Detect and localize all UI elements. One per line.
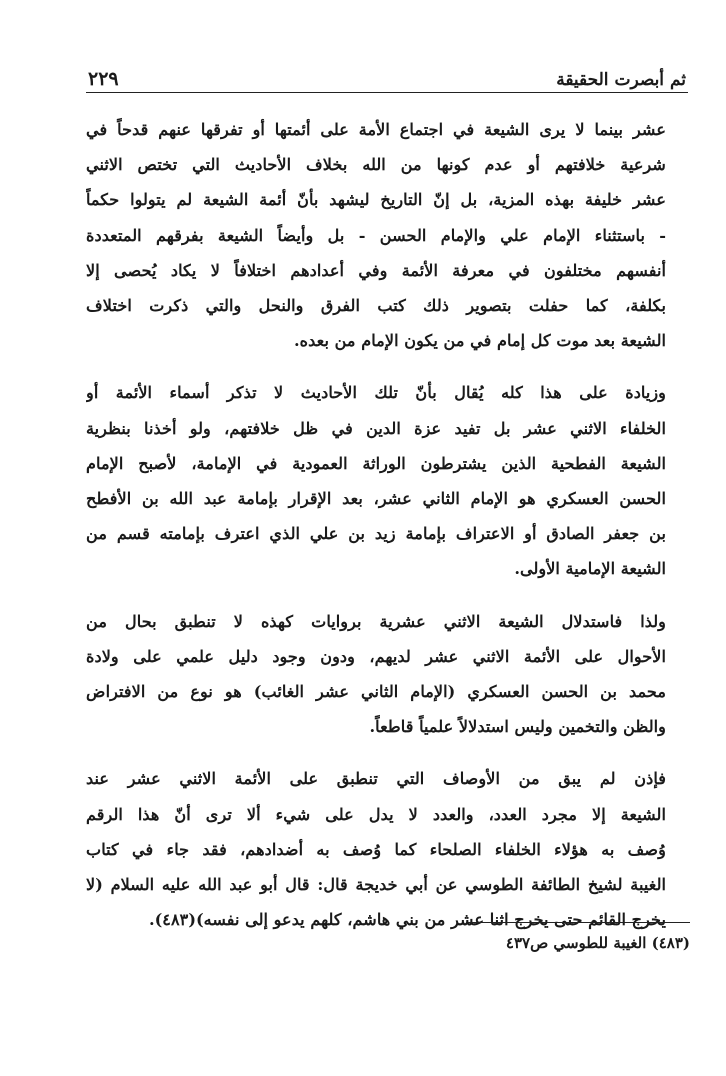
- running-title: ثم أبصرت الحقيقة: [556, 70, 686, 90]
- text-line: الغيبة لشيخ الطائفة الطوسي عن أبي خديجة قال: قال أبو عبد الله عليه السلام (لا: [86, 875, 666, 895]
- text-line: الأحوال على الأئمة الاثني عشر لديهم، ودون وجود دليل علمي على ولادة: [86, 646, 666, 666]
- page-header: [88, 56, 686, 90]
- text-line: الخلفاء الاثني عشر بل تفيد عزة الدين في ظل خلافتهم، ولو أخذنا بنظرية: [86, 418, 666, 438]
- page-number: ٢٢٩: [88, 68, 119, 90]
- text-line: أنفسهم مختلفون في معرفة الأئمة وفي أعدادهم اختلافاً لا يكاد يُحصى إلا: [86, 260, 666, 280]
- text-line: بن جعفر الصادق أو الاعتراف بإمامة زيد بن علي الذي اعترف بإمامته قسم من: [86, 524, 666, 544]
- paragraph-4: [86, 761, 690, 937]
- text-line: - باستثناء الإمام علي والإمام الحسن - بل وأيضاً الشيعة بفرقهم المتعددة: [86, 225, 666, 245]
- text-line: ولذا فاستدلال الشيعة الاثني عشرية بروايات كهذه لا تنطبق بحال من: [86, 611, 666, 631]
- text-line: عشر خليفة بهذه المزية، بل إنّ التاريخ ليشهد بأنّ أئمة الشيعة لم يتولوا حكماً: [86, 190, 666, 210]
- text-line: الشيعة إلا مجرد العدد، والعدد لا يدل على شيء ألا ترى أنّ هذا الرقم: [86, 804, 666, 824]
- text-line: شرعية خلافتهم أو عدم كونها من الله بخلاف الأحاديث التي تختص الاثني: [86, 155, 666, 175]
- body-text: [86, 112, 690, 954]
- text-line: الشيعة بعد موت كل إمام في من يكون الإمام من بعده.: [294, 331, 666, 351]
- text-line: محمد بن الحسن العسكري (الإمام الثاني عشر الغائب) هو نوع من الافتراض: [86, 682, 666, 702]
- paragraph-2: [86, 375, 690, 586]
- paragraph-3: [86, 604, 690, 745]
- text-line: وُصف به هؤلاء الخلفاء الصلحاء كما وُصف به أضدادهم، فقد جاء في كتاب: [86, 839, 666, 859]
- text-line: وزيادة على هذا كله يُقال بأنّ تلك الأحاديث لا تذكر أسماء الأئمة أو: [86, 383, 666, 403]
- text-line: الشيعة الفطحية الذين يشترطون الوراثة العمودية في الإمامة، لأصبح الإمام: [86, 453, 666, 473]
- footnote-rule: [468, 922, 690, 923]
- footnote: (٤٨٣) الغيبة للطوسي ص٤٣٧: [505, 934, 690, 952]
- text-line: والظن والتخمين وليس استدلالاً علمياً قاطعاً.: [369, 717, 666, 737]
- paragraph-1: [86, 112, 690, 358]
- text-line: الحسن العسكري هو الإمام الثاني عشر، بعد الإقرار بإمامة عبد الله بن الأفطح: [86, 489, 666, 509]
- text-line: يخرج القائم حتى يخرج اثنا عشر من بني هاشم، كلهم يدعو إلى نفسه)(٤٨٣).: [148, 910, 666, 930]
- text-line: بكلفة، كما حفلت بتصوير ذلك كتب الفرق والنحل والتي ذكرت اختلاف: [86, 296, 666, 316]
- text-line: فإذن لم يبق من الأوصاف التي تنطبق على الأئمة الاثني عشر عند: [86, 769, 666, 789]
- text-line: عشر بينما لا يرى الشيعة في اجتماع الأمة على أئمتها أو تفرقها عنهم قدحاً في: [86, 120, 666, 139]
- header-rule: [86, 92, 688, 93]
- text-line: الشيعة الإمامية الأولى.: [514, 559, 666, 579]
